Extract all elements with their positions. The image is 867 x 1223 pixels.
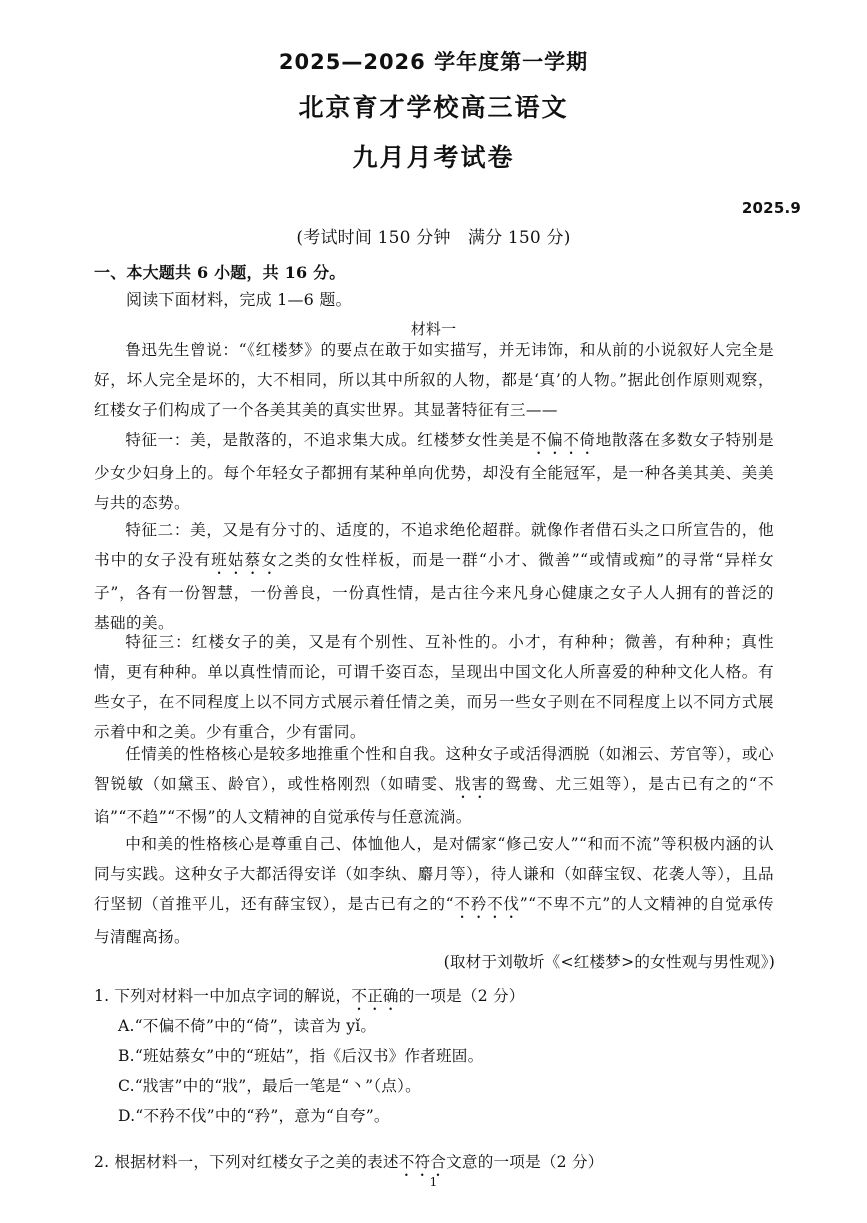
emphasized-term-bujinbufa: 不矜不伐 (454, 895, 520, 913)
material-source: (取材于刘敬圻《<红楼梦>的女性观与男性观》) (443, 953, 775, 971)
paragraph-5-text-a: 任情美的性格核心是较多地推重个性和自我。这种女子或活得洒脱（如湘云、芳官等），或心智锐敏（如黛玉、龄官），或性格刚烈（如晴雯、 (94, 745, 774, 793)
paragraph-6-text-a: 中和美的性格核心是尊重自己、体恤他人，是对儒家“修己安人”“和而不流”等积极内涵的认同与实践。这种女子大都活得安详（如李纨、麝月等），待人谦和（如薛宝钗、花袭人等），且品行坚韧（首推平儿，还有薛宝钗），是古已有之的“ (94, 835, 774, 913)
paragraph-3-text-b: 之类的女性样板，而是一群“小才、微善”“或情或痴”的寻常“异样女子”，各有一份智慧，一份善良，一份真性情，是古往今来凡身心健康之女子人人拥有的普泛的基础的美。 (94, 551, 774, 632)
question-1-emphasis: 不正确 (351, 987, 399, 1005)
paragraph-4-text: 特征三：红楼女子的美，又是有个别性、互补性的。小才，有种种；微善，有种种；真性情，更有种种。单以真性情而论，可谓千姿百态，呈现出中国文化人所喜爱的种种文化人格。有些女子，在不同程度上以不同方式展示着任情之美，而另一些女子则在不同程度上以不同方式展示着中和之美。少有重合，少有雷同。 (94, 633, 774, 741)
question-1-option-d: D.“不矜不伐”中的“矜”，意为“自夸”。 (118, 1107, 390, 1125)
question-2-stem-a: 2. 根据材料一，下列对红楼女子之美的表述 (94, 1153, 399, 1171)
paragraph-6 (94, 829, 774, 952)
emphasized-term-bupianbuyi: 不偏不倚 (530, 431, 596, 449)
paragraph-1-text: 鲁迅先生曾说：“《红楼梦》的要点在敢于如实描写，并无讳饰，和从前的小说叙好人完全是好，坏人完全是坏的，大不相同，所以其中所叙的人物，都是‘真’的人物。”据此创作原则观察，红楼女子们构成了一个各美其美的真实世界。其显著特征有三—— (94, 341, 774, 419)
section-title: 一、本大题共 6 小题，共 16 分。 (94, 263, 346, 282)
paragraph-2 (94, 425, 774, 518)
question-1-option-c: C.“戕害”中的“戕”，最后一笔是“丶”（点）。 (118, 1077, 421, 1095)
paragraph-3 (94, 515, 774, 638)
paragraph-3-text-a: 特征二：美，又是有分寸的、适度的，不追求绝伦超群。就像作者借石头之口所宣告的，他书中的女子没有 (94, 521, 774, 569)
school-year-heading: 2025—2026 学年度第一学期 (278, 50, 589, 74)
exam-name-title: 九月月考试卷 (352, 143, 515, 172)
exam-info: (考试时间 150 分钟 满分 150 分) (296, 228, 571, 248)
question-1-option-b: B.“班姑蔡女”中的“班姑”，指《后汉书》作者班固。 (118, 1047, 484, 1065)
question-2-stem-b: 文意的一项是（2 分） (446, 1153, 604, 1171)
exam-date: 2025.9 (741, 199, 801, 217)
page-number: 1 (429, 1175, 438, 1189)
paragraph-5-text-b: 的鸳鸯、尤三姐等），是古已有之的“不谄”“不趋”“不惕”的人文精神的自觉承传与任意流淌。 (94, 775, 774, 826)
paragraph-2-text-a: 特征一：美，是散落的，不追求集大成。红楼梦女性美是 (125, 431, 531, 449)
question-1-option-a: A.“不偏不倚”中的“倚”，读音为 yǐ。 (118, 1017, 377, 1035)
paragraph-2-text-b: 地散落在多数女子特别是少女少妇身上的。每个年轻女子都拥有某种单向优势，却没有全能冠军，是一种各美其美、美美与共的态势。 (94, 431, 774, 512)
emphasized-term-bangucainv: 班姑蔡女 (211, 551, 279, 569)
school-subject-title: 北京育才学校高三语文 (298, 93, 569, 122)
section-instruction: 阅读下面材料，完成 1—6 题。 (126, 290, 352, 309)
question-1-stem-a: 1. 下列对材料一中加点字词的解说， (94, 987, 352, 1005)
material-title: 材料一 (410, 320, 457, 338)
question-1-stem-b: 的一项是（2 分） (398, 987, 525, 1005)
paragraph-4 (94, 627, 774, 747)
question-1-stem (94, 986, 525, 1014)
paragraph-6-text-b: ”“不卑不亢”的人文精神的自觉承传与清醒高扬。 (94, 895, 775, 946)
question-2-emphasis: 不符合 (398, 1153, 447, 1171)
paragraph-5 (94, 739, 774, 832)
paragraph-1 (94, 335, 774, 425)
emphasized-term-qianghai: 戕害 (454, 775, 489, 793)
